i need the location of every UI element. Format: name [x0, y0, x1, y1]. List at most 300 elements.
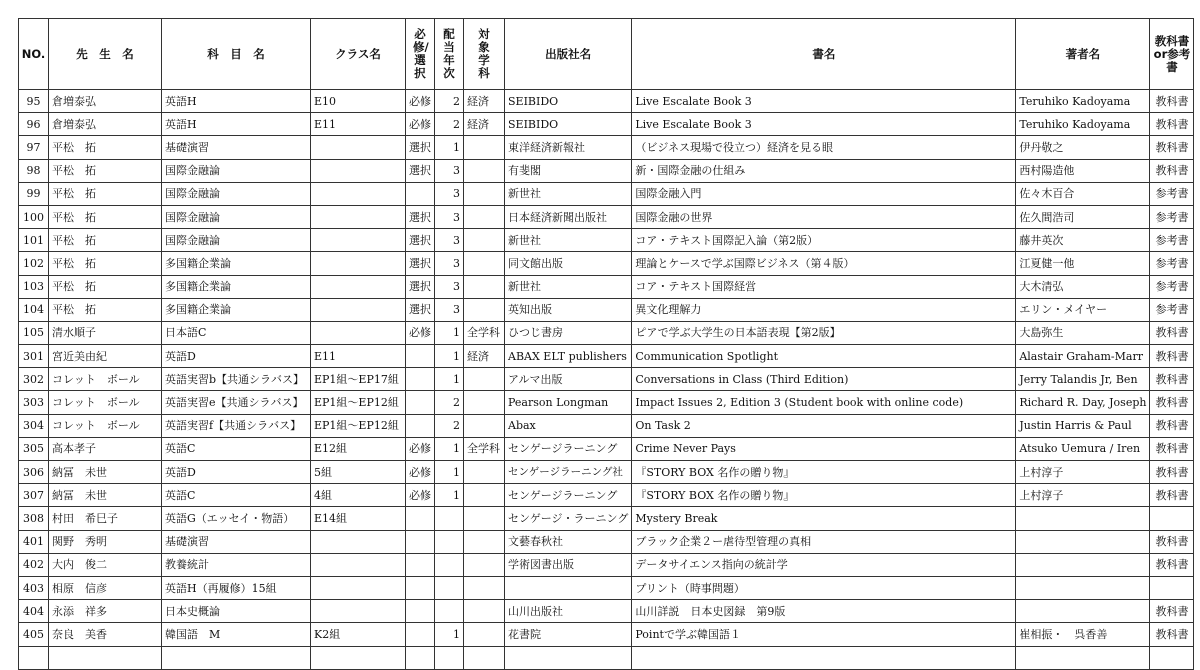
- cell-class: E12組: [311, 437, 406, 460]
- cell-year: 1: [435, 437, 464, 460]
- cell-publisher: ひつじ書房: [505, 321, 632, 344]
- cell-dept: 経済: [464, 113, 505, 136]
- table-row: [19, 345, 1194, 368]
- cell-year: [435, 576, 464, 599]
- cell-role: 教科書: [1150, 600, 1194, 623]
- cell-publisher: 文藝春秋社: [505, 530, 632, 553]
- header-teacher: 先 生 名: [49, 19, 162, 90]
- cell-author: [1016, 530, 1150, 553]
- cell-required: 選択: [406, 229, 435, 252]
- cell-subject: 日本語C: [162, 321, 311, 344]
- cell-class: [311, 159, 406, 182]
- cell-publisher: Pearson Longman: [505, 391, 632, 414]
- cell-no: 105: [19, 321, 49, 344]
- cell-role: 教科書: [1150, 461, 1194, 484]
- cell-role: [1150, 507, 1194, 530]
- cell-role: 教科書: [1150, 530, 1194, 553]
- table-row: [19, 252, 1194, 275]
- cell-author: 伊丹敬之: [1016, 136, 1150, 159]
- cell-required: [406, 553, 435, 576]
- cell-subject: 多国籍企業論: [162, 252, 311, 275]
- cell-title: 山川詳説 日本史図録 第9版: [632, 600, 1016, 623]
- cell-subject: 多国籍企業論: [162, 275, 311, 298]
- cell-dept: [464, 414, 505, 437]
- cell-title: 『STORY BOX 名作の贈り物』: [632, 461, 1016, 484]
- cell-dept: [464, 368, 505, 391]
- cell-year: 2: [435, 391, 464, 414]
- cell-role: 教科書: [1150, 414, 1194, 437]
- cell-dept: [464, 530, 505, 553]
- header-dept: [464, 19, 505, 90]
- cell-role: 教科書: [1150, 553, 1194, 576]
- cell-no: 403: [19, 576, 49, 599]
- table-row: [19, 391, 1194, 414]
- cell-no: 99: [19, 182, 49, 205]
- cell-no: 304: [19, 414, 49, 437]
- cell-author: 大島弥生: [1016, 321, 1150, 344]
- cell-role: 参考書: [1150, 182, 1194, 205]
- cell-dept: [464, 576, 505, 599]
- cell-no: 305: [19, 437, 49, 460]
- cell-subject: 英語C: [162, 437, 311, 460]
- cell-publisher: センゲージ・ラーニング: [505, 507, 632, 530]
- cell-no: 308: [19, 507, 49, 530]
- cell-year: 3: [435, 159, 464, 182]
- cell-no: 97: [19, 136, 49, 159]
- table-body: [19, 90, 1194, 670]
- table-row: [19, 205, 1194, 228]
- cell-subject: 英語C: [162, 484, 311, 507]
- cell-author: 上村淳子: [1016, 484, 1150, 507]
- cell-publisher: 新世社: [505, 229, 632, 252]
- cell-required: [406, 576, 435, 599]
- cell-dept: 経済: [464, 345, 505, 368]
- cell-title: Communication Spotlight: [632, 345, 1016, 368]
- cell-title: Impact Issues 2, Edition 3 (Student book with online code): [632, 391, 1016, 414]
- table-row: [19, 298, 1194, 321]
- cell-teacher: 平松 拓: [49, 298, 162, 321]
- cell-class: 4組: [311, 484, 406, 507]
- cell-role: 教科書: [1150, 113, 1194, 136]
- table-row: [19, 159, 1194, 182]
- cell-title: On Task 2: [632, 414, 1016, 437]
- cell-dept: [464, 553, 505, 576]
- cell-dept: [464, 136, 505, 159]
- header-year-label: 配当年次: [443, 27, 455, 80]
- header-publisher: 出版社名: [505, 19, 632, 90]
- cell-class: [311, 298, 406, 321]
- cell-role: 参考書: [1150, 275, 1194, 298]
- cell-teacher: 宮近美由紀: [49, 345, 162, 368]
- cell-class: [311, 205, 406, 228]
- header-required-label: 必修/選択: [413, 27, 429, 80]
- cell-class: [311, 553, 406, 576]
- cell-dept: [464, 159, 505, 182]
- cell-required: 選択: [406, 136, 435, 159]
- cell-dept: 全学科: [464, 321, 505, 344]
- cell-class: [311, 275, 406, 298]
- cell-teacher: 相原 信彦: [49, 576, 162, 599]
- cell-class: [311, 229, 406, 252]
- cell-subject: 国際金融論: [162, 159, 311, 182]
- textbook-table: [18, 18, 1194, 670]
- cell-author: 大木清弘: [1016, 275, 1150, 298]
- cell-no: 401: [19, 530, 49, 553]
- cell-class: EP1組～EP17組: [311, 368, 406, 391]
- cell-subject: 英語H: [162, 113, 311, 136]
- cell-subject: 韓国語 M: [162, 623, 311, 646]
- cell-year: 1: [435, 461, 464, 484]
- cell-year: 1: [435, 623, 464, 646]
- cell-publisher: アルマ出版: [505, 368, 632, 391]
- cell-teacher: 納冨 未世: [49, 461, 162, 484]
- cell-required: 選択: [406, 205, 435, 228]
- cell-role: 教科書: [1150, 368, 1194, 391]
- cell-role: 教科書: [1150, 391, 1194, 414]
- cell-required: [406, 182, 435, 205]
- cell-required: 必修: [406, 437, 435, 460]
- header-role: [1150, 19, 1194, 90]
- cell-publisher: センゲージラーニング: [505, 437, 632, 460]
- cell-empty: [464, 646, 505, 669]
- cell-empty: [406, 646, 435, 669]
- cell-no: 302: [19, 368, 49, 391]
- cell-required: [406, 530, 435, 553]
- cell-no: 103: [19, 275, 49, 298]
- cell-author: 佐々木百合: [1016, 182, 1150, 205]
- cell-title: プリント（時事問題）: [632, 576, 1016, 599]
- header-dept-label: 対象学科: [478, 27, 490, 80]
- cell-title: ピアで学ぶ大学生の日本語表現【第2版】: [632, 321, 1016, 344]
- cell-required: [406, 623, 435, 646]
- cell-publisher: 英知出版: [505, 298, 632, 321]
- cell-dept: [464, 507, 505, 530]
- header-row: [19, 19, 1194, 90]
- cell-empty: [19, 646, 49, 669]
- cell-publisher: 同文館出版: [505, 252, 632, 275]
- cell-teacher: 平松 拓: [49, 205, 162, 228]
- cell-subject: 英語D: [162, 345, 311, 368]
- cell-subject: 英語H（再履修）15組: [162, 576, 311, 599]
- cell-author: 江夏健一他: [1016, 252, 1150, 275]
- table-row: [19, 484, 1194, 507]
- cell-dept: [464, 205, 505, 228]
- cell-teacher: 奈良 美香: [49, 623, 162, 646]
- cell-title: 国際金融入門: [632, 182, 1016, 205]
- cell-author: [1016, 553, 1150, 576]
- cell-subject: 英語実習b【共通シラバス】: [162, 368, 311, 391]
- table-row: [19, 576, 1194, 599]
- cell-no: 307: [19, 484, 49, 507]
- cell-year: 2: [435, 90, 464, 113]
- cell-title: コア・テキスト国際経営: [632, 275, 1016, 298]
- cell-year: 3: [435, 275, 464, 298]
- cell-subject: 日本史概論: [162, 600, 311, 623]
- cell-subject: 基礎演習: [162, 136, 311, 159]
- cell-role: [1150, 576, 1194, 599]
- cell-publisher: 新世社: [505, 275, 632, 298]
- table-row: [19, 553, 1194, 576]
- cell-empty: [505, 646, 632, 669]
- cell-title: Live Escalate Book 3: [632, 113, 1016, 136]
- cell-class: EP1組～EP12組: [311, 391, 406, 414]
- cell-year: 2: [435, 113, 464, 136]
- cell-no: 101: [19, 229, 49, 252]
- cell-subject: 基礎演習: [162, 530, 311, 553]
- cell-author: Justin Harris & Paul: [1016, 414, 1150, 437]
- cell-empty: [49, 646, 162, 669]
- header-subject: 科 目 名: [162, 19, 311, 90]
- cell-dept: [464, 182, 505, 205]
- cell-no: 98: [19, 159, 49, 182]
- cell-author: Teruhiko Kadoyama: [1016, 113, 1150, 136]
- cell-required: 必修: [406, 321, 435, 344]
- cell-title: 理論とケースで学ぶ国際ビジネス（第４版）: [632, 252, 1016, 275]
- cell-publisher: センゲージラーニング社: [505, 461, 632, 484]
- cell-subject: 国際金融論: [162, 182, 311, 205]
- cell-role: 教科書: [1150, 159, 1194, 182]
- table-row: [19, 136, 1194, 159]
- cell-teacher: コレット ボール: [49, 414, 162, 437]
- cell-empty: [162, 646, 311, 669]
- cell-year: 1: [435, 484, 464, 507]
- cell-required: [406, 507, 435, 530]
- cell-dept: [464, 461, 505, 484]
- cell-teacher: 村田 希巳子: [49, 507, 162, 530]
- textbook-list-sheet: [18, 18, 1194, 670]
- cell-subject: 多国籍企業論: [162, 298, 311, 321]
- cell-year: [435, 553, 464, 576]
- cell-role: 参考書: [1150, 229, 1194, 252]
- cell-teacher: 永添 祥多: [49, 600, 162, 623]
- cell-author: [1016, 507, 1150, 530]
- cell-title: Crime Never Pays: [632, 437, 1016, 460]
- cell-publisher: 学術図書出版: [505, 553, 632, 576]
- cell-required: 必修: [406, 461, 435, 484]
- cell-class: E11: [311, 345, 406, 368]
- cell-no: 102: [19, 252, 49, 275]
- cell-year: 2: [435, 414, 464, 437]
- cell-dept: [464, 298, 505, 321]
- cell-title: Live Escalate Book 3: [632, 90, 1016, 113]
- cell-author: Teruhiko Kadoyama: [1016, 90, 1150, 113]
- cell-no: 95: [19, 90, 49, 113]
- cell-empty: [1016, 646, 1150, 669]
- cell-teacher: 平松 拓: [49, 159, 162, 182]
- cell-author: Jerry Talandis Jr, Ben: [1016, 368, 1150, 391]
- cell-class: [311, 530, 406, 553]
- cell-empty: [435, 646, 464, 669]
- cell-empty: [632, 646, 1016, 669]
- cell-subject: 英語H: [162, 90, 311, 113]
- cell-required: 必修: [406, 484, 435, 507]
- header-class: クラス名: [311, 19, 406, 90]
- cell-required: [406, 600, 435, 623]
- cell-publisher: 有斐閣: [505, 159, 632, 182]
- cell-required: [406, 391, 435, 414]
- cell-teacher: 大内 俊二: [49, 553, 162, 576]
- cell-required: 選択: [406, 275, 435, 298]
- table-row: [19, 113, 1194, 136]
- cell-publisher: SEIBIDO: [505, 90, 632, 113]
- cell-class: [311, 600, 406, 623]
- cell-publisher: 東洋経済新報社: [505, 136, 632, 159]
- cell-role: 教科書: [1150, 623, 1194, 646]
- cell-no: 405: [19, 623, 49, 646]
- cell-year: [435, 600, 464, 623]
- cell-required: [406, 414, 435, 437]
- cell-teacher: 平松 拓: [49, 275, 162, 298]
- cell-year: [435, 507, 464, 530]
- cell-title: コア・テキスト国際記入論（第2版）: [632, 229, 1016, 252]
- cell-class: [311, 136, 406, 159]
- cell-teacher: コレット ボール: [49, 391, 162, 414]
- header-role-label: 教科書or参考書: [1153, 33, 1191, 74]
- cell-teacher: 平松 拓: [49, 182, 162, 205]
- cell-class: E14組: [311, 507, 406, 530]
- cell-year: 1: [435, 368, 464, 391]
- cell-teacher: 清水順子: [49, 321, 162, 344]
- cell-no: 301: [19, 345, 49, 368]
- cell-publisher: 花書院: [505, 623, 632, 646]
- cell-title: ブラック企業２ー虐待型管理の真相: [632, 530, 1016, 553]
- cell-teacher: 倉増泰弘: [49, 90, 162, 113]
- table-row: [19, 321, 1194, 344]
- header-year: [435, 19, 464, 90]
- cell-role: 教科書: [1150, 345, 1194, 368]
- cell-author: Richard R. Day, Joseph: [1016, 391, 1150, 414]
- cell-publisher: 日本経済新聞出版社: [505, 205, 632, 228]
- cell-class: K2組: [311, 623, 406, 646]
- cell-class: E10: [311, 90, 406, 113]
- cell-subject: 英語実習e【共通シラバス】: [162, 391, 311, 414]
- table-row: [19, 275, 1194, 298]
- cell-author: 藤井英次: [1016, 229, 1150, 252]
- cell-year: 3: [435, 205, 464, 228]
- cell-publisher: センゲージラーニング: [505, 484, 632, 507]
- cell-role: 参考書: [1150, 205, 1194, 228]
- cell-dept: [464, 623, 505, 646]
- cell-year: 1: [435, 345, 464, 368]
- cell-class: 5組: [311, 461, 406, 484]
- cell-teacher: 平松 拓: [49, 252, 162, 275]
- cell-class: [311, 321, 406, 344]
- cell-year: 1: [435, 321, 464, 344]
- cell-subject: 英語実習f【共通シラバス】: [162, 414, 311, 437]
- cell-year: 3: [435, 229, 464, 252]
- cell-author: [1016, 600, 1150, 623]
- cell-class: [311, 182, 406, 205]
- cell-teacher: 高本孝子: [49, 437, 162, 460]
- table-row: [19, 414, 1194, 437]
- table-row: [19, 461, 1194, 484]
- cell-no: 303: [19, 391, 49, 414]
- header-title: 書名: [632, 19, 1016, 90]
- cell-year: [435, 530, 464, 553]
- table-row: [19, 507, 1194, 530]
- cell-no: 100: [19, 205, 49, 228]
- cell-author: 佐久間浩司: [1016, 205, 1150, 228]
- cell-title: （ビジネス現場で役立つ）経済を見る眼: [632, 136, 1016, 159]
- cell-teacher: 平松 拓: [49, 229, 162, 252]
- cell-required: 選択: [406, 159, 435, 182]
- cell-empty: [311, 646, 406, 669]
- cell-year: 1: [435, 136, 464, 159]
- cell-title: データサイエンス指向の統計学: [632, 553, 1016, 576]
- cell-role: 教科書: [1150, 484, 1194, 507]
- cell-teacher: 倉増泰弘: [49, 113, 162, 136]
- cell-year: 3: [435, 298, 464, 321]
- cell-author: エリン・メイヤー: [1016, 298, 1150, 321]
- cell-required: 必修: [406, 90, 435, 113]
- table-row: [19, 368, 1194, 391]
- cell-required: 選択: [406, 252, 435, 275]
- cell-no: 104: [19, 298, 49, 321]
- cell-role: 参考書: [1150, 298, 1194, 321]
- cell-title: 『STORY BOX 名作の贈り物』: [632, 484, 1016, 507]
- header-no: NO.: [19, 19, 49, 90]
- table-row: [19, 623, 1194, 646]
- cell-year: 3: [435, 252, 464, 275]
- cell-subject: 英語G（エッセイ・物語）: [162, 507, 311, 530]
- cell-title: 異文化理解力: [632, 298, 1016, 321]
- cell-subject: 国際金融論: [162, 205, 311, 228]
- cell-no: 402: [19, 553, 49, 576]
- cell-dept: [464, 484, 505, 507]
- cell-dept: [464, 600, 505, 623]
- cell-title: 国際金融の世界: [632, 205, 1016, 228]
- cell-required: 必修: [406, 113, 435, 136]
- cell-role: 参考書: [1150, 252, 1194, 275]
- cell-dept: 経済: [464, 90, 505, 113]
- cell-dept: [464, 275, 505, 298]
- cell-role: 教科書: [1150, 321, 1194, 344]
- cell-publisher: [505, 576, 632, 599]
- header-required: [406, 19, 435, 90]
- cell-subject: 国際金融論: [162, 229, 311, 252]
- cell-no: 306: [19, 461, 49, 484]
- cell-class: [311, 252, 406, 275]
- cell-empty: [1150, 646, 1194, 669]
- cell-required: 選択: [406, 298, 435, 321]
- cell-class: [311, 576, 406, 599]
- cell-author: Atsuko Uemura / Iren: [1016, 437, 1150, 460]
- cell-publisher: SEIBIDO: [505, 113, 632, 136]
- cell-no: 96: [19, 113, 49, 136]
- cell-author: 西村陽造他: [1016, 159, 1150, 182]
- table-row: [19, 229, 1194, 252]
- cell-publisher: ABAX ELT publishers: [505, 345, 632, 368]
- cell-title: Conversations in Class (Third Edition): [632, 368, 1016, 391]
- cell-role: 教科書: [1150, 90, 1194, 113]
- cell-no: 404: [19, 600, 49, 623]
- cell-teacher: コレット ボール: [49, 368, 162, 391]
- cell-role: 教科書: [1150, 437, 1194, 460]
- header-author: 著者名: [1016, 19, 1150, 90]
- table-row: [19, 182, 1194, 205]
- cell-teacher: 平松 拓: [49, 136, 162, 159]
- cell-subject: 教養統計: [162, 553, 311, 576]
- cell-publisher: 山川出版社: [505, 600, 632, 623]
- table-row: [19, 437, 1194, 460]
- cell-dept: 全学科: [464, 437, 505, 460]
- cell-author: [1016, 576, 1150, 599]
- cell-publisher: 新世社: [505, 182, 632, 205]
- cell-dept: [464, 252, 505, 275]
- cell-author: 崔相振・ 呉香善: [1016, 623, 1150, 646]
- cell-title: 新・国際金融の仕組み: [632, 159, 1016, 182]
- cell-dept: [464, 391, 505, 414]
